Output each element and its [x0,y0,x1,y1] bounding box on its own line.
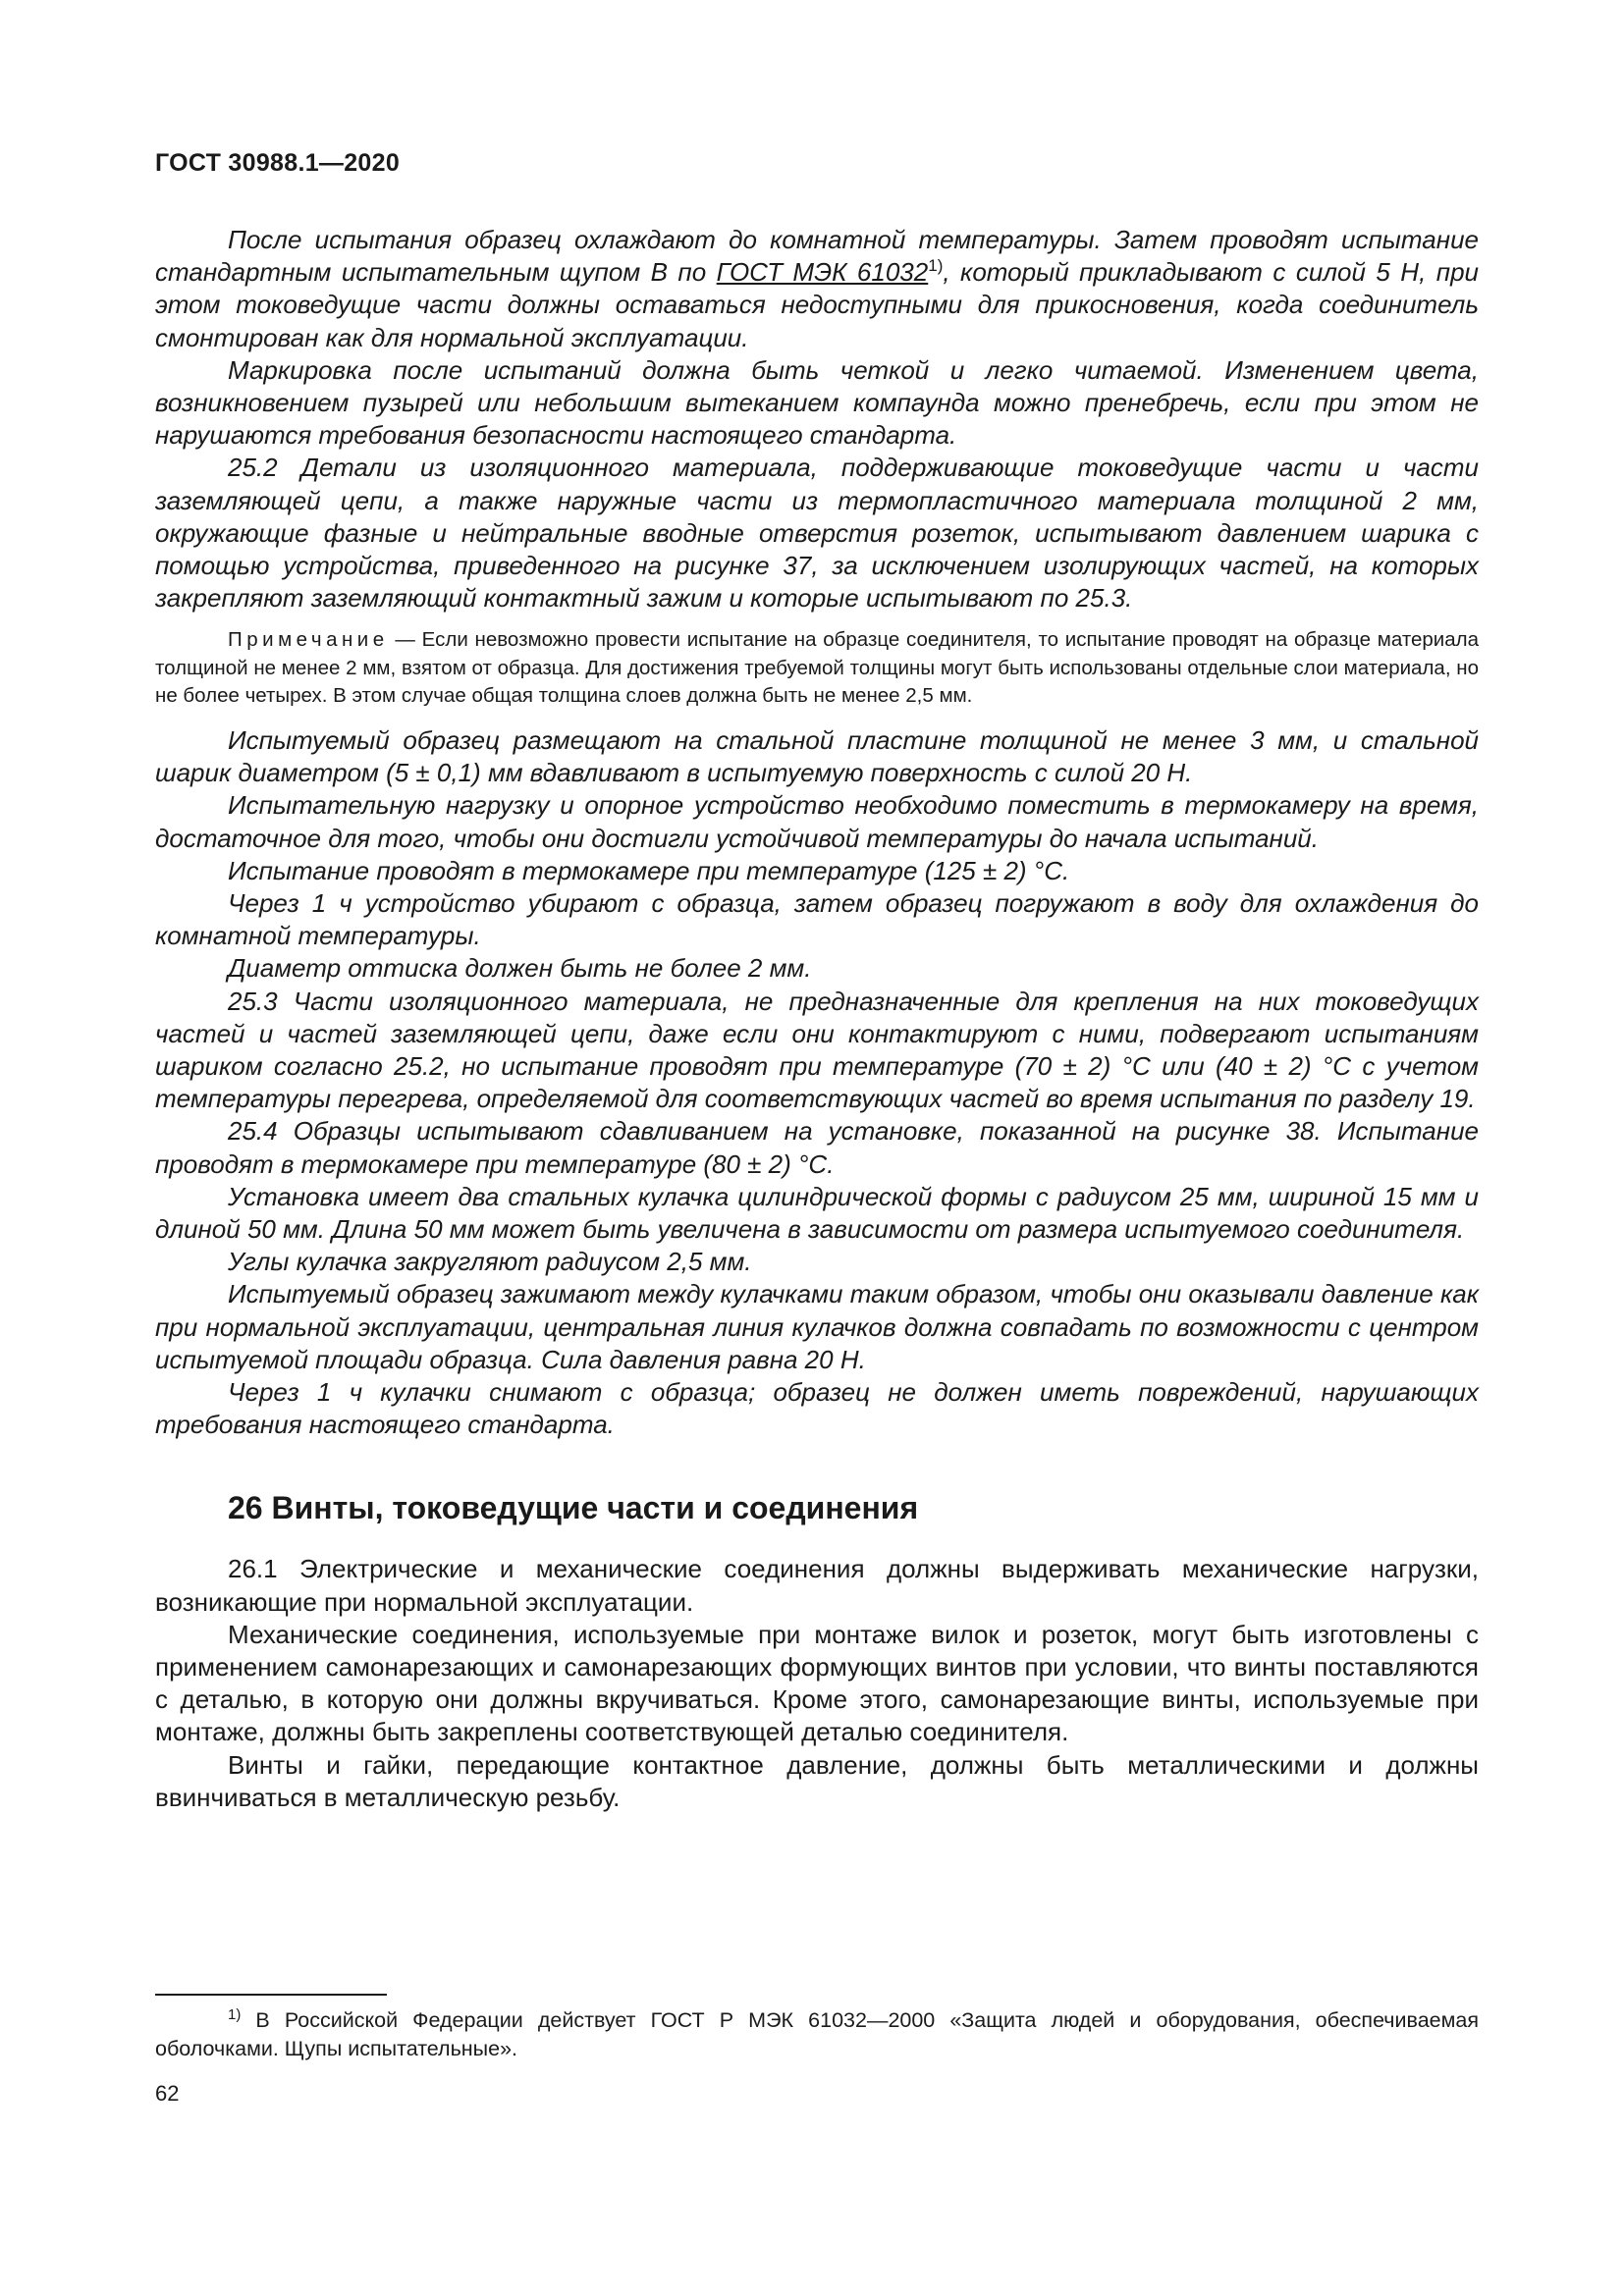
paragraph: Испытуемый образец размещают на стальной пластине толщиной не менее 3 мм, и стальной шарик диаметром (5 ± 0,1) мм вдавливают в испытуемую поверхность с силой 20 Н. [155,724,1479,788]
paragraph [155,224,1479,354]
document-body [155,224,1479,1814]
page-number: 62 [155,2081,180,2106]
clause-26-1: 26.1 Электрические и механические соединения должны выдерживать механические нагрузки, возникающие при нормальной эксплуатации. [155,1554,1479,1617]
footnote-mark: 1) [228,2006,242,2023]
paragraph: Через 1 ч устройство убирают с образца, затем образец погружают в воду для охлаждения до комнатной температуры. [155,887,1479,951]
section-heading: 26 Винты, токоведущие части и соединения [228,1490,919,1526]
clause-25-2: 25.2 Детали из изоляционного материала, поддерживающие токоведущие части и части заземляющей цепи, а также наружные части из термопластичного материала толщиной 2 мм, окружающие фазные и нейтральные вводные отверстия розеток, испытывают давлением шарика с помощью устройства, приведенного на рисунке 37, за исключением изолирующих частей, на которых закрепляют заземляющий контактный зажим и которые испытывают по 25.3. [155,453,1479,614]
note [155,626,1479,711]
clause-25-4: 25.4 Образцы испытывают сдавливанием на установке, показанной на рисунке 38. Испытание проводят в термокамере при температуре (80 ± 2) °С. [155,1116,1479,1179]
paragraph: Углы кулачка закругляют радиусом 2,5 мм. [228,1247,752,1277]
paragraph: Установка имеет два стальных кулачка цилиндрической формы с радиусом 25 мм, шириной 15 мм и длиной 50 мм. Длина 50 мм может быть увеличена в зависимости от размера испытуемого соединителя. [155,1181,1479,1244]
footnote-divider [155,1994,387,1996]
document-header: ГОСТ 30988.1—2020 [155,149,401,177]
paragraph-text: После испытания образец охлаждают до комнатной температуры. Затем проводят испытание стандартным испытательным щупом В по [155,225,1479,288]
clause-25-3: 25.3 Части изоляционного материала, не предназначенные для крепления на них токоведущих частей и частей заземляющей цепи, даже если они контактируют с ними, подвергают испытаниям шариком согласно 25.2, но испытание проводят при температуре (70 ± 2) °С или (40 ± 2) °С с учетом температуры перегрева, определяемой для соответствующих частей во время испытания по разделу 19. [155,986,1479,1114]
paragraph-text: , который прикладывают с силой 5 Н, при этом токоведущие части должны оставаться недоступными для прикосновения, когда соединитель смонтирован как для нормальной эксплуатации. [155,257,1479,352]
note-text: — Если невозможно провести испытание на образце соединителя, то испытание проводят на образце материала толщиной не менее 2 мм, взятом от образца. Для достижения требуемой толщины могут быть использованы отдельные слои материала, но не более четырех. В этом случае общая толщина слоев должна быть не менее 2,5 мм. [155,628,1479,708]
standard-reference-link[interactable]: ГОСТ МЭК 61032 [716,257,929,288]
paragraph: Диаметр оттиска должен быть не более 2 мм. [228,953,812,984]
footnote-marker[interactable]: 1) [928,256,944,276]
paragraph: Испытуемый образец зажимают между кулачками таким образом, чтобы они оказывали давление как при нормальной эксплуатации, центральная линия кулачков должна совпадать по возможности с центром испытуемой площади образца. Сила давления равна 20 Н. [155,1279,1479,1374]
footnote-text: В Российской Федерации действует ГОСТ Р МЭК 61032—2000 «Защита людей и оборудования, обеспечиваемая оболочками. Щупы испытательные». [155,2008,1479,2060]
note-label: Примечание [228,628,389,652]
paragraph: Испытательную нагрузку и опорное устройство необходимо поместить в термокамеру на время, достаточное для того, чтобы они достигли устойчивой температуры до начала испытаний. [155,790,1479,853]
paragraph: Через 1 ч кулачки снимают с образца; образец не должен иметь повреждений, нарушающих требования настоящего стандарта. [155,1377,1479,1440]
paragraph: Испытание проводят в термокамере при температуре (125 ± 2) °С. [228,855,1070,885]
paragraph: Маркировка после испытаний должна быть четкой и легко читаемой. Изменением цвета, возникновением пузырей или небольшим вытеканием компаунда можно пренебречь, если при этом не нарушаются требования безопасности настоящего стандарта. [155,354,1479,451]
paragraph: Механические соединения, используемые при монтаже вилок и розеток, могут быть изготовлены с применением самонарезающих и самонарезающих формующих винтов при условии, что винты поставляются с деталью, в которую они должны вкручиваться. Кроме этого, самонарезающие винты, используемые при монтаже, должны быть закреплены соответствующей деталью соединителя. [155,1619,1479,1747]
paragraph: Винты и гайки, передающие контактное давление, должны быть металлическими и должны ввинчиваться в металлическую резьбу. [155,1749,1479,1812]
footnote [155,2006,1479,2062]
